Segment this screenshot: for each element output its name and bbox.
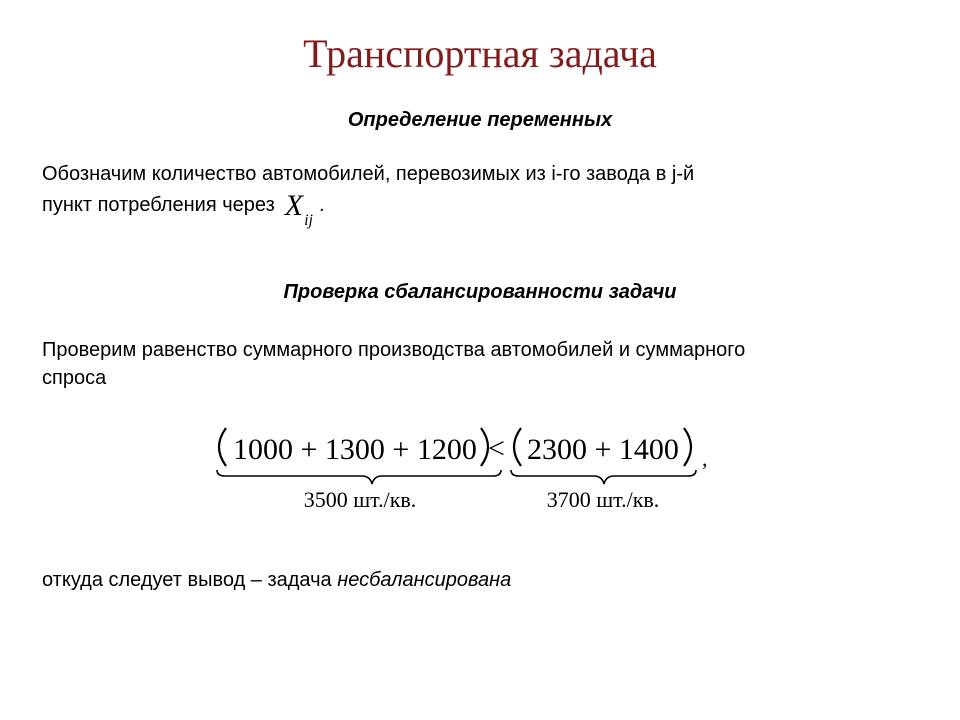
variables-line-1: Обозначим количество автомобилей, перевозимых из i-го завода в j-й <box>42 163 695 185</box>
variable-symbol: X <box>284 189 304 222</box>
section-heading-balance: Проверка сбалансированности задачи <box>283 281 677 303</box>
left-underbrace <box>217 470 501 484</box>
conclusion-line <box>42 566 922 594</box>
variable-xij <box>284 189 313 235</box>
left-expression: 1000 + 1300 + 1200 <box>233 433 477 466</box>
right-underbrace <box>511 470 696 484</box>
right-expression: 2300 + 1400 <box>527 433 679 466</box>
variables-line-2-text: пункт потребления через <box>42 194 275 216</box>
conclusion-text: откуда следует вывод – задача <box>42 569 338 591</box>
variable-subscript: ij <box>304 212 313 229</box>
less-than-operator: < <box>488 432 505 465</box>
right-brace-label: 3700 шт./кв. <box>546 487 660 512</box>
left-open-paren <box>219 428 226 466</box>
formula-trailing-comma: , <box>702 446 708 471</box>
variables-paragraph <box>42 160 922 231</box>
conclusion-paragraph <box>42 566 922 594</box>
conclusion-emphasis: несбалансирована <box>337 569 512 591</box>
balance-paragraph <box>42 336 922 392</box>
section-heading-variables: Определение переменных <box>347 109 613 131</box>
left-close-paren <box>481 428 488 466</box>
right-close-paren <box>684 428 691 466</box>
slide-title: Транспортная задача <box>303 31 657 76</box>
variables-line-2 <box>42 188 922 231</box>
balance-line-2: спроса <box>42 367 107 389</box>
balance-line-1: Проверим равенство суммарного производства автомобилей и суммарного <box>42 339 746 361</box>
right-open-paren <box>514 428 521 466</box>
left-brace-label: 3500 шт./кв. <box>303 487 417 512</box>
variables-line-2-end: . <box>318 194 325 216</box>
